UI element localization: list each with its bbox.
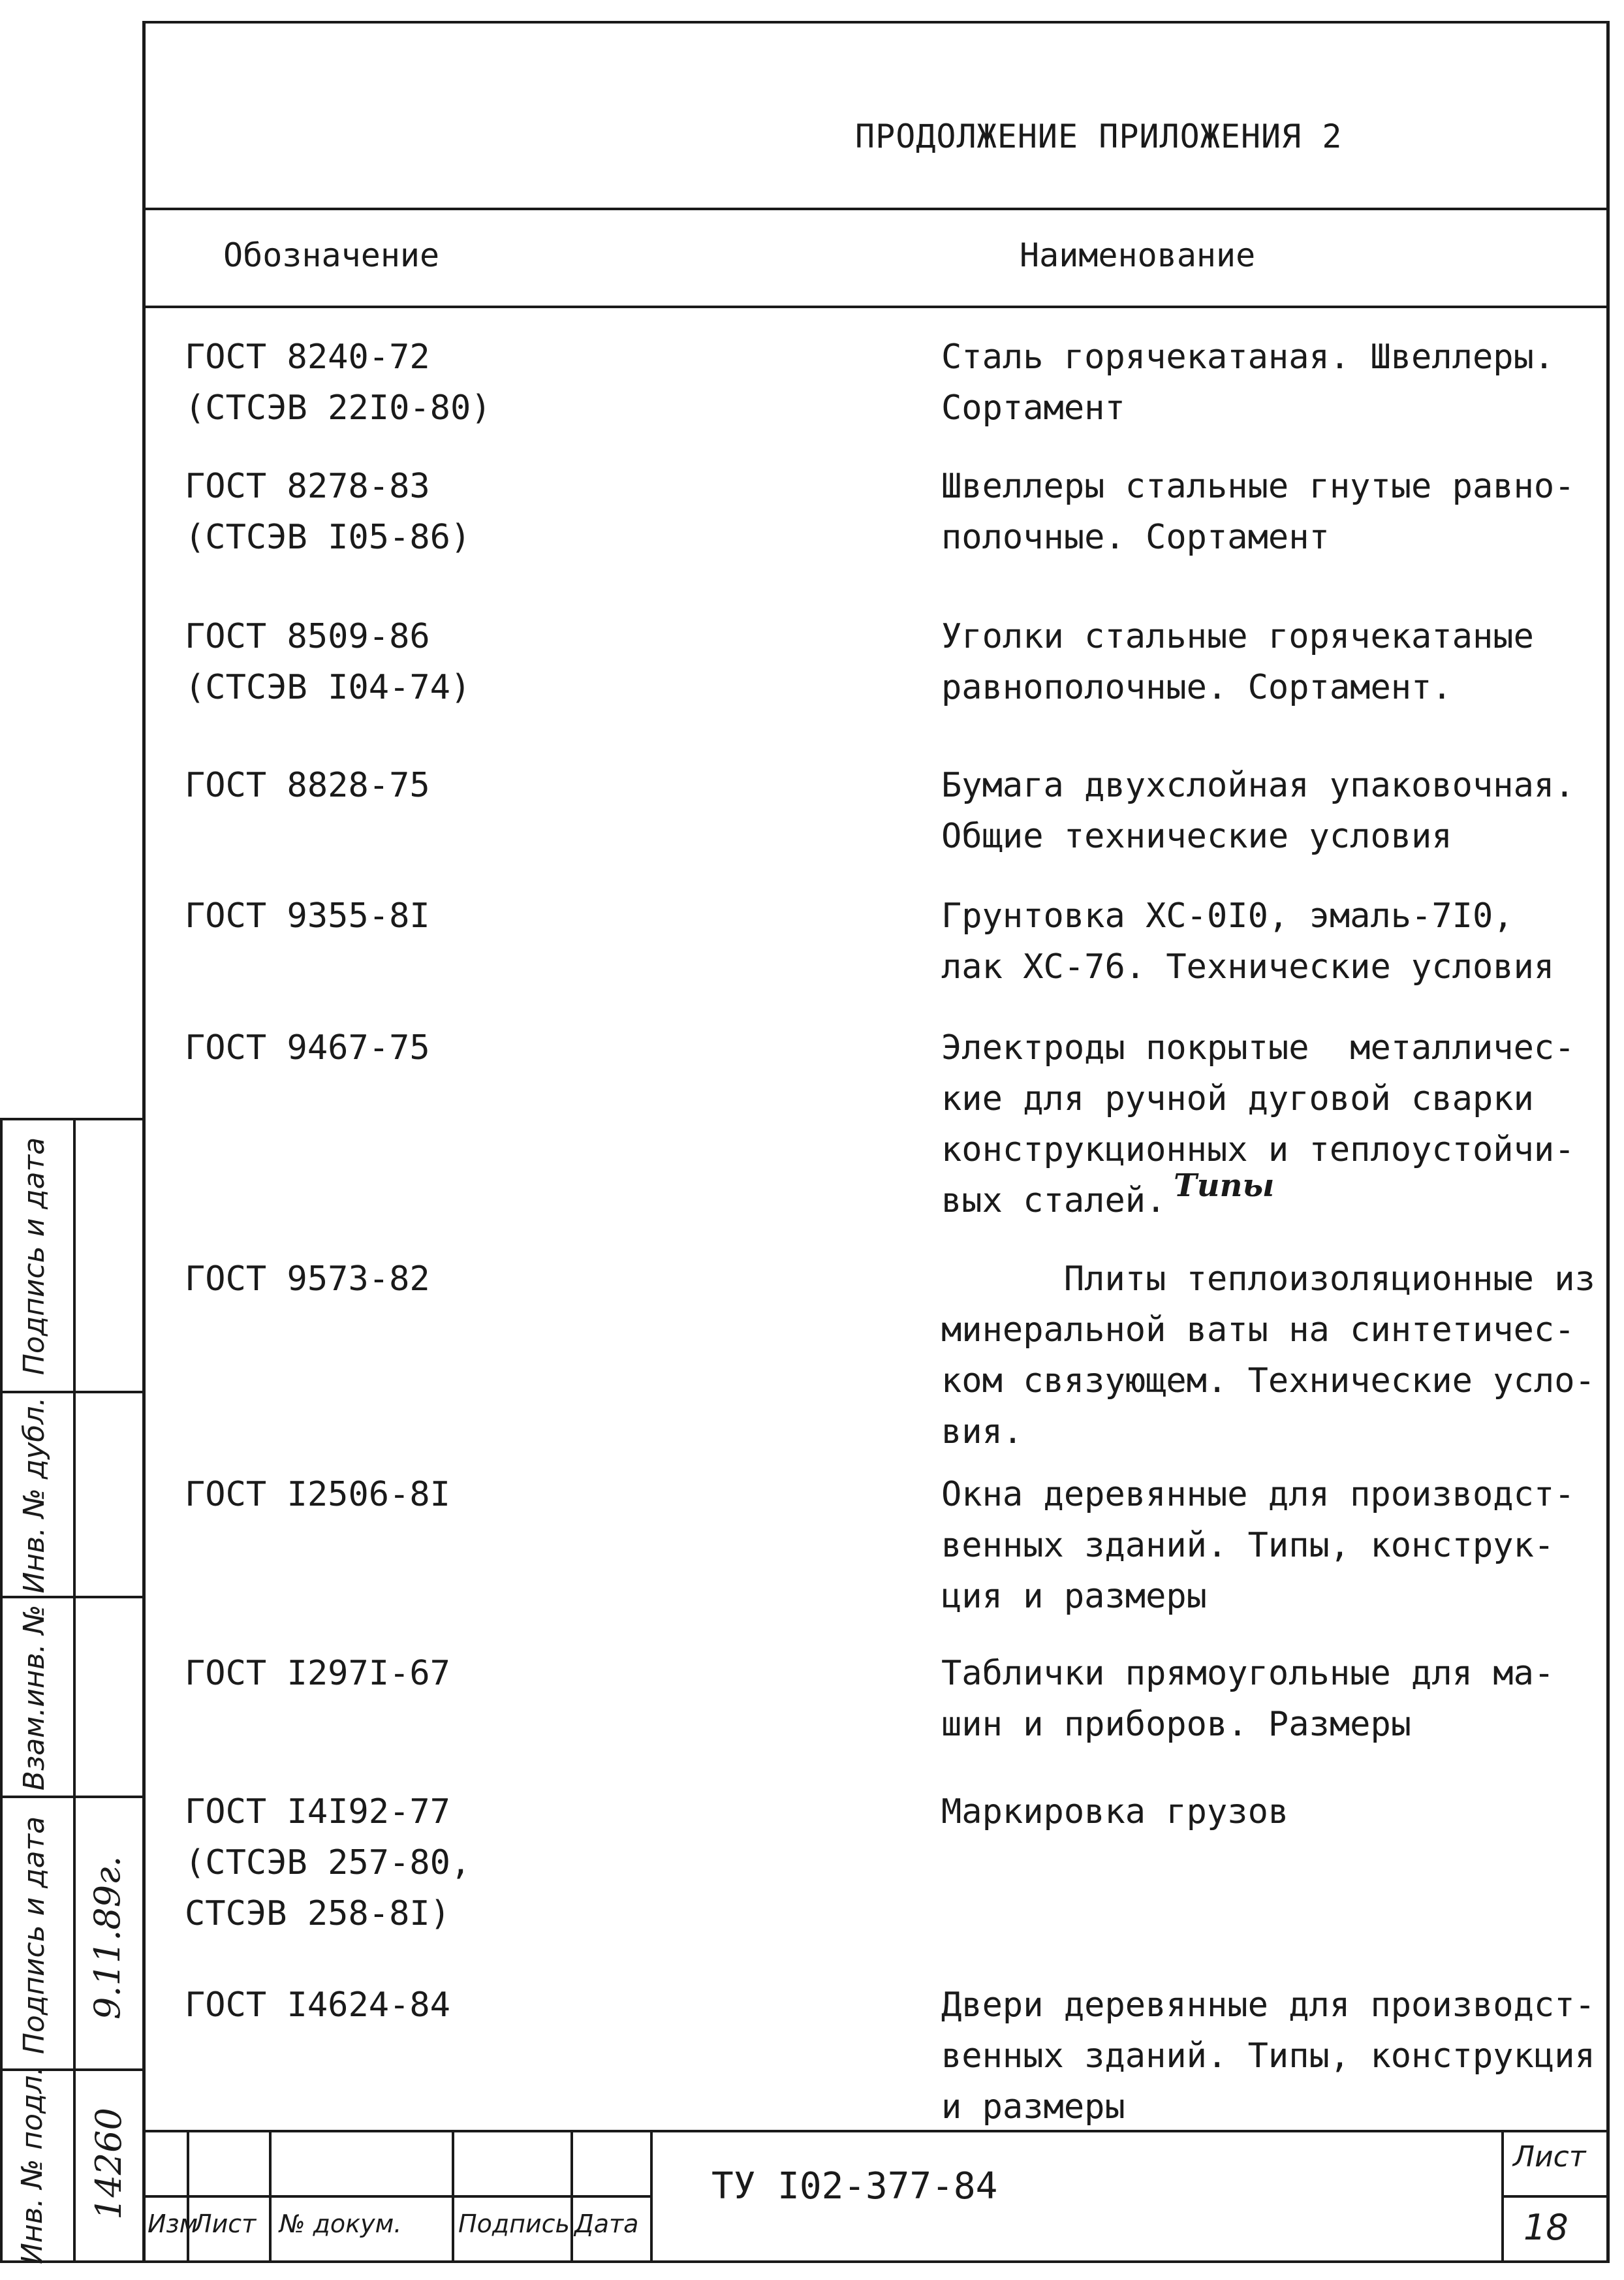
row-11-code: ГОСТ I4624-84: [185, 1986, 450, 2025]
side-label-subscription-date: Подпись и дата: [18, 1816, 51, 2055]
side-stamp-date: 9.11.89г.: [87, 1856, 128, 2019]
title-block-label-list: Лист: [193, 2209, 257, 2238]
title-block-mid-rule: [142, 2195, 653, 2198]
sheet-label: Лист: [1513, 2140, 1586, 2174]
column-header-rule: [142, 306, 1606, 308]
sheet-number: 18: [1523, 2207, 1569, 2248]
appendix-heading: ПРОДОЛЖЕНИЕ ПРИЛОЖЕНИЯ 2: [855, 118, 1343, 155]
side-label-original-inventory: Инв. № подл.: [16, 2066, 49, 2264]
designation-column-header: Обозначение: [223, 236, 440, 274]
row-8-name: Окна деревянные для производст- венных зданий. Типы, конструк- ция и размеры: [941, 1475, 1575, 1616]
title-block-bottom-rule: [0, 2260, 1606, 2263]
side-label-subscription-date-top: Подпись и дата: [18, 1137, 51, 1376]
row-9-name: Таблички прямоугольные для ма- шин и приборов. Размеры: [941, 1654, 1555, 1744]
row-9-code: ГОСТ I297I-67: [185, 1654, 450, 1693]
title-block-col-1: [187, 2130, 189, 2260]
row-4-name: Бумага двухслойная упаковочная. Общие технические условия: [941, 766, 1575, 856]
row-10-name: Маркировка грузов: [941, 1792, 1289, 1831]
header-rule: [142, 208, 1606, 210]
row-11-name: Двери деревянные для производст- венных зданий. Типы, конструкция и размеры: [941, 1986, 1595, 2127]
row-7-name: Плиты теплоизоляционные из минеральной ваты на синтетичес- ком связующем. Технические усло- вия.: [941, 1259, 1595, 1451]
row-3-code: ГОСТ 8509-86 (СТСЭВ I04-74): [185, 617, 471, 707]
title-block-label-izm: Изм: [148, 2209, 198, 2238]
title-block-col-4: [570, 2130, 573, 2260]
row-3-name: Уголки стальные горячекатаные равнополочные. Сортамент.: [941, 617, 1534, 707]
row-10-code: ГОСТ I4I92-77 (СТСЭВ 257-80, СТСЭВ 258-8I): [185, 1792, 471, 1933]
title-block-label-signature: Подпись: [458, 2209, 570, 2238]
title-block-col-5: [650, 2130, 653, 2260]
side-stamp-inventory-number: 14260: [88, 2108, 129, 2220]
title-block-col-6: [1501, 2130, 1504, 2260]
row-5-name: Грунтовка ХС-0I0, эмаль-7I0, лак ХС-76. Технические условия: [941, 896, 1555, 987]
title-block-col-2: [269, 2130, 272, 2260]
side-label-replaced-inventory: Взам.инв. №: [18, 1604, 51, 1791]
title-block-label-date: Дата: [574, 2209, 639, 2238]
row-1-name: Сталь горячекатаная. Швеллеры. Сортамент: [941, 338, 1555, 428]
row-6-name: Электроды покрытые металличес- кие для ручной дуговой сварки конструкционных и теплоустойчи- вых сталей.: [941, 1028, 1575, 1220]
row-1-code: ГОСТ 8240-72 (СТСЭВ 22I0-80): [185, 338, 492, 428]
title-block-col-3: [452, 2130, 454, 2260]
title-block-label-doc-number: № докум.: [279, 2209, 402, 2238]
row-7-code: ГОСТ 9573-82: [185, 1259, 430, 1299]
row-8-code: ГОСТ I2506-8I: [185, 1475, 450, 1514]
side-stamp-top: [0, 1118, 142, 1120]
document-number: ТУ I02-377-84: [711, 2165, 998, 2208]
title-block-top-rule: [142, 2130, 1606, 2132]
row-5-code: ГОСТ 9355-8I: [185, 896, 430, 936]
row-6-handwritten-note: Типы: [1174, 1167, 1275, 1204]
side-stamp-rule-1: [0, 1391, 142, 1393]
row-6-code: ГОСТ 9467-75: [185, 1028, 430, 1068]
row-2-code: ГОСТ 8278-83 (СТСЭВ I05-86): [185, 467, 471, 557]
row-4-code: ГОСТ 8828-75: [185, 766, 430, 805]
side-stamp-divider: [73, 1118, 76, 2262]
row-2-name: Швеллеры стальные гнутые равно- полочные. Сортамент: [941, 467, 1575, 557]
side-stamp-outer-line: [0, 1118, 3, 2262]
name-column-header: Наименование: [1020, 236, 1256, 274]
side-label-dup-inventory: Инв. № дубл.: [18, 1397, 51, 1594]
title-block-sheet-rule: [1501, 2195, 1606, 2198]
